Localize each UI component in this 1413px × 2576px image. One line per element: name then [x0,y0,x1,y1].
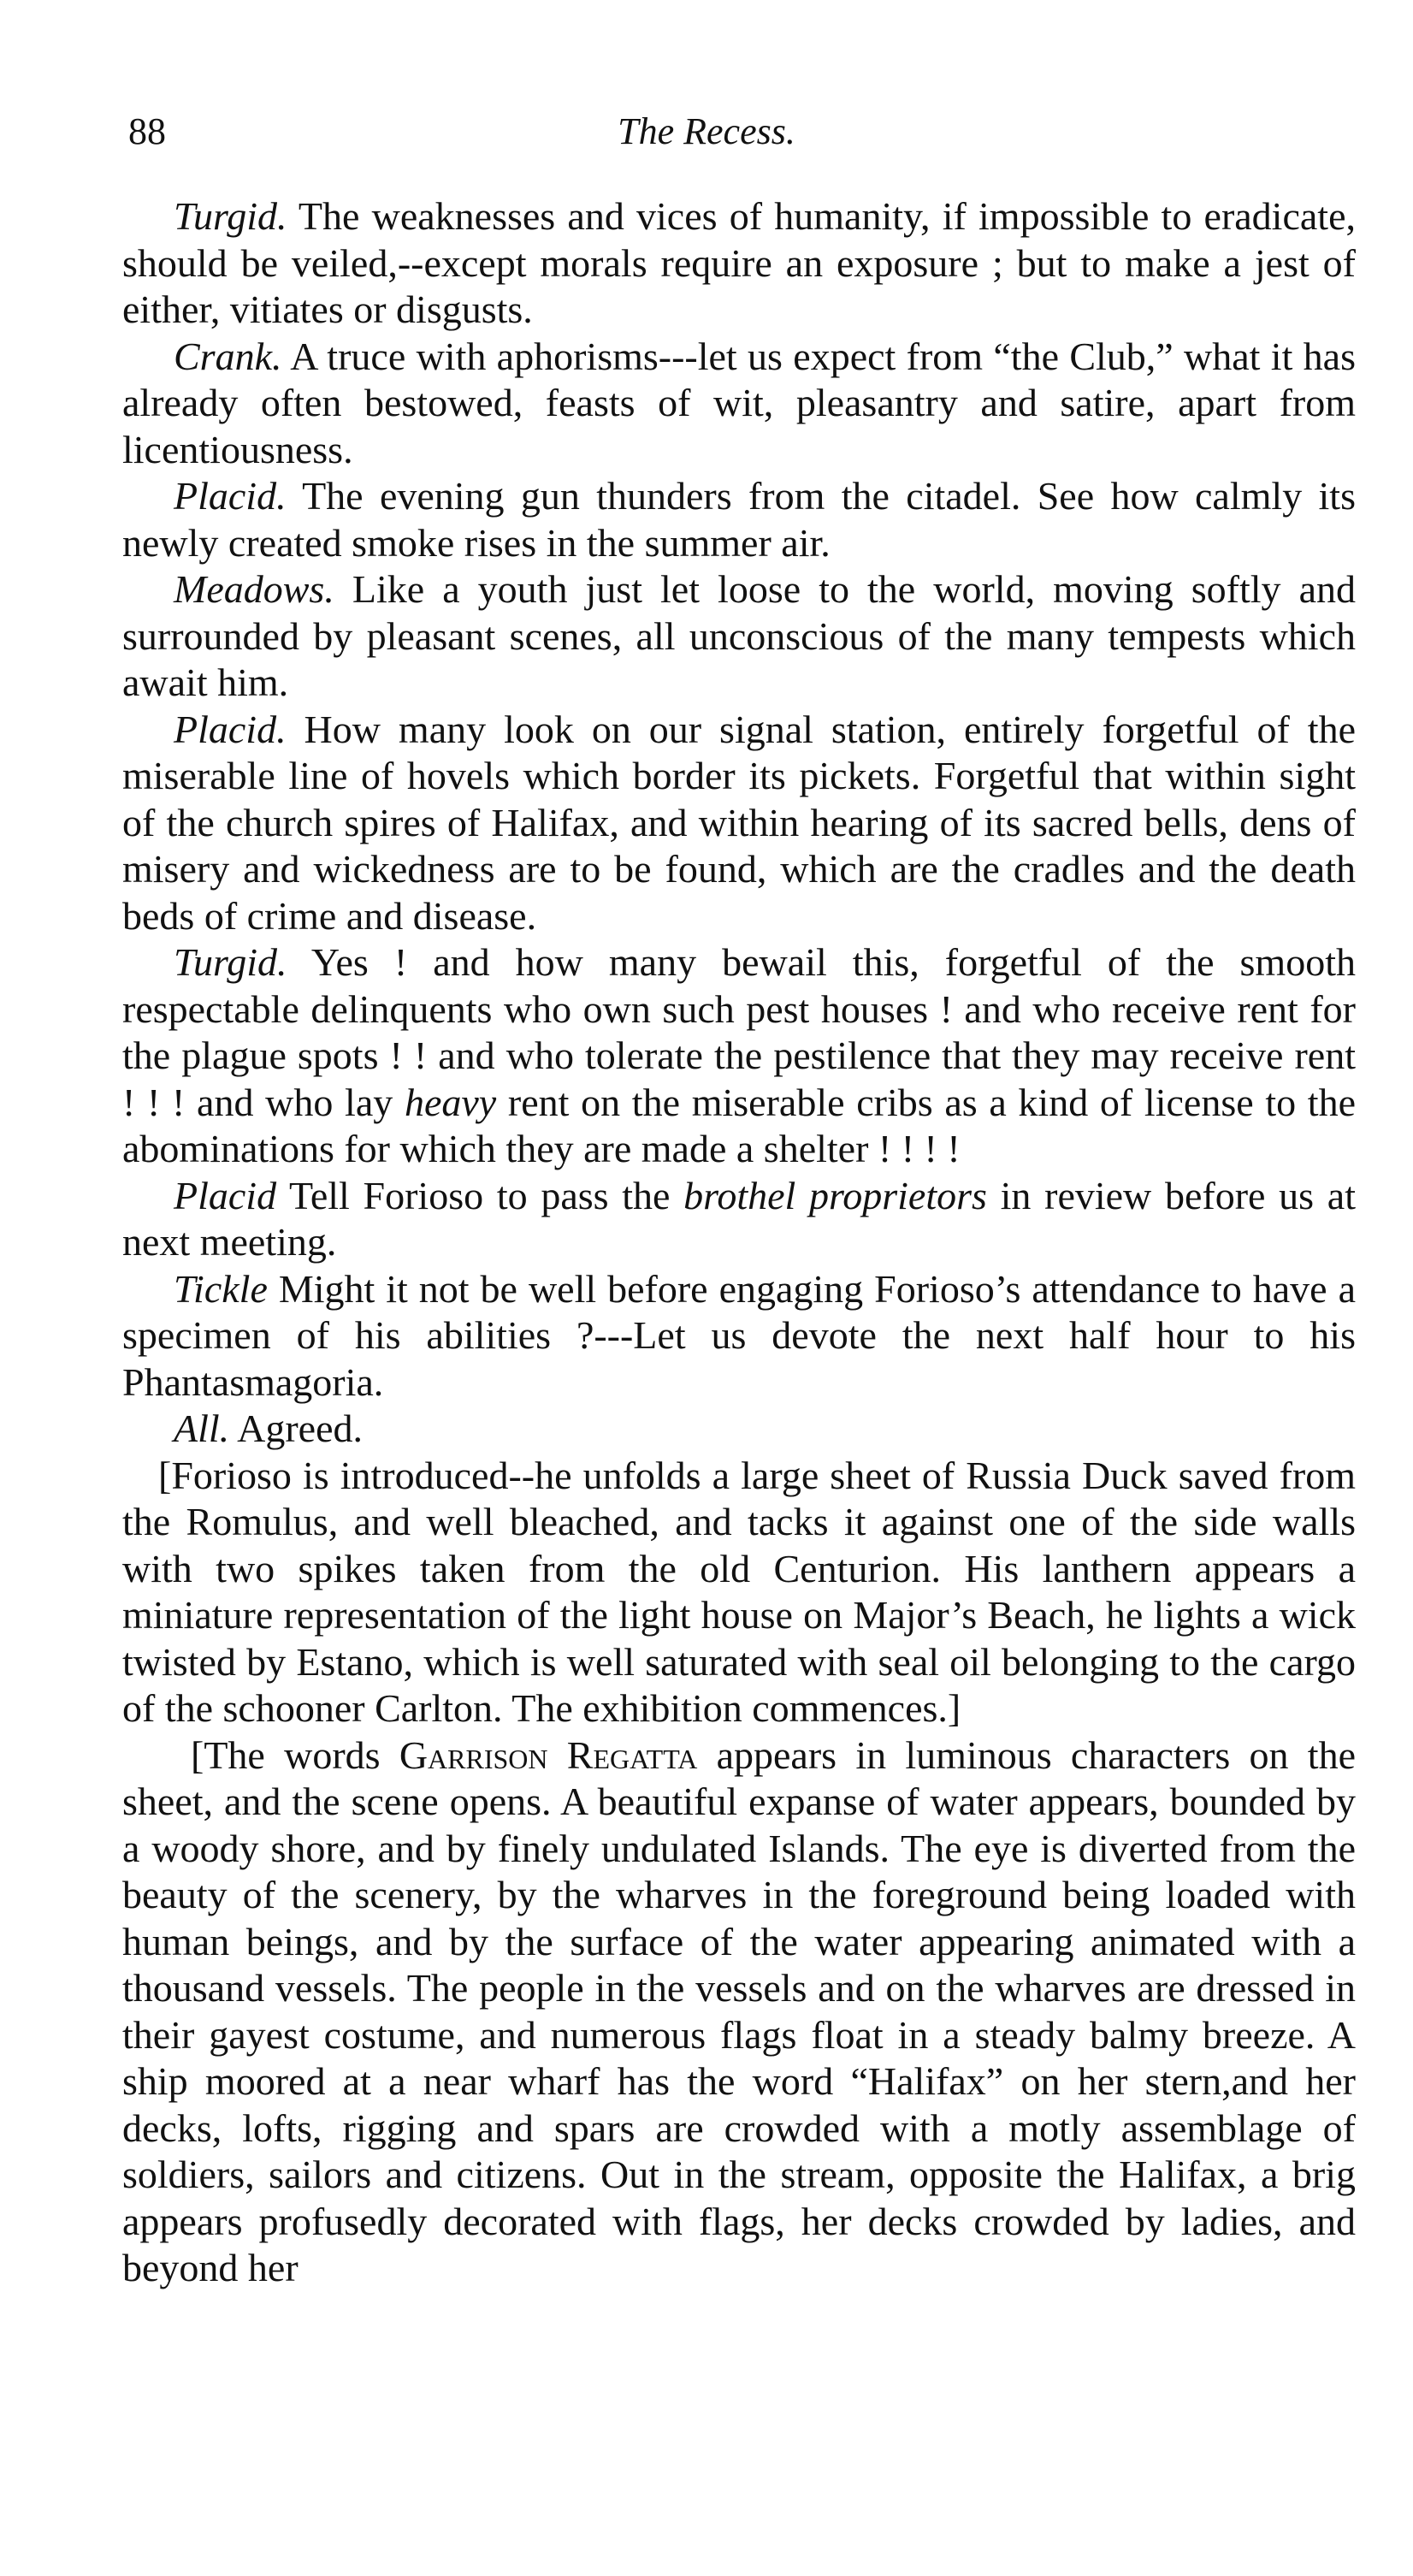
speaker-name: Turgid. [174,940,287,984]
paragraph-text: Agreed. [229,1406,364,1450]
speaker-name: Placid. [174,707,287,751]
small-caps-title: Garrison Regatta [399,1732,698,1777]
page-number: 88 [128,110,166,152]
speaker-name: Crank. [174,334,282,378]
paragraph-text: appears in luminous characters on the sheet, and the scene opens. A beautiful expanse of water appears, bounded by a woody shore, and by finely undulated Islands. The eye is diverted from the beauty of the scenery, by the wharves in the foreground being loaded with human beings, and by the surface of the water appearing animated with a thousand vessels. The people in the vessels and on the wharves are dressed in their gayest costume, and numerous flags float in a steady balmy breeze. A ship moored at a near wharf has the word “Halifax” on her stern,and her decks, lofts, rigging and spars are crowded with a motly assemblage of soldiers, sailors and citizens. Out in the stream, opposite the Halifax, a brig appears profusedly decorated with flags, her decks crowded by ladies, and beyond her [122,1732,1356,2289]
running-head: The Recess. [618,110,795,152]
speaker-name: All. [174,1406,230,1450]
paragraph-meadows [122,566,1356,707]
paragraph-turgid-1 [122,193,1356,334]
speaker-name: Tickle [174,1266,268,1311]
page-header [128,110,1285,161]
paragraph-text: The evening gun thunders from the citadel. See how calmly its newly created smoke rises in the summer air. [122,474,1356,565]
paragraph-text: A truce with aphorisms---let us expect from “the Club,” what it has already often bestowed, feasts of wit, pleasantry and satire, apart from licentiousness. [122,334,1356,471]
paragraph-text: in review before us at next meeting. [122,1173,1356,1264]
paragraph-text: The weaknesses and vices of humanity, if impossible to eradicate, should be veiled,--except morals require an exposure ; but to make a jest of either, vitiates or disgusts. [122,194,1356,331]
paragraph-text: Tell Forioso to pass the [276,1173,684,1217]
paragraph-tickle [122,1266,1356,1406]
paragraph-text: Yes ! and how many bewail this, forgetful of the smooth respectable delinquents who own such pest houses ! and who receive rent for the plague spots ! ! and who tolerate the pestilence that they may receive rent ! ! ! and who lay [122,940,1356,1124]
italic-emphasis: heavy [404,1080,497,1124]
speaker-name: Placid. [174,474,287,518]
paragraph-crank [122,334,1356,474]
stage-direction-regatta [122,1732,1356,2292]
speaker-name: Placid [174,1173,277,1217]
paragraph-placid-1 [122,473,1356,566]
speaker-name: Meadows. [174,567,334,611]
paragraph-text: Like a youth just let loose to the world, moving softly and surrounded by pleasant scenes, all unconscious of the many tempests which await him. [122,567,1356,704]
body-text [122,193,1356,2292]
paragraph-text: [Forioso is introduced--he unfolds a large sheet of Russia Duck saved from the Romulus, and well bleached, and tacks it against one of the side walls with two spikes taken from the old Centurion. His lanthern appears a miniature representation of the light house on Major’s Beach, he lights a wick twisted by Estano, which is well saturated with seal oil belonging to the cargo of the schooner Carlton. The exhibition commences.] [122,1453,1356,1730]
paragraph-placid-3 [122,1173,1356,1266]
paragraph-text: rent on the miserable cribs as a kind of license to the abominations for which they are made a shelter ! ! ! ! [122,1080,1356,1170]
paragraph-placid-2 [122,707,1356,940]
paragraph-turgid-2 [122,939,1356,1173]
paragraph-text: How many look on our signal station, entirely forgetful of the miserable line of hovels which border its pickets. Forgetful that within sight of the church spires of Halifax, and within hearing of its sacred bells, dens of misery and wickedness are to be found, which are the cradles and the death beds of crime and disease. [122,707,1356,938]
paragraph-text: [The words [191,1732,399,1777]
speaker-name: Turgid. [174,194,287,238]
stage-direction-forioso [122,1453,1356,1732]
italic-emphasis: brothel proprietors [683,1173,987,1217]
paragraph-all [122,1406,1356,1453]
paragraph-text: Might it not be well before engaging Forioso’s attendance to have a specimen of his abilities ?---Let us devote the next half hour to his Phantasmagoria. [122,1266,1356,1404]
